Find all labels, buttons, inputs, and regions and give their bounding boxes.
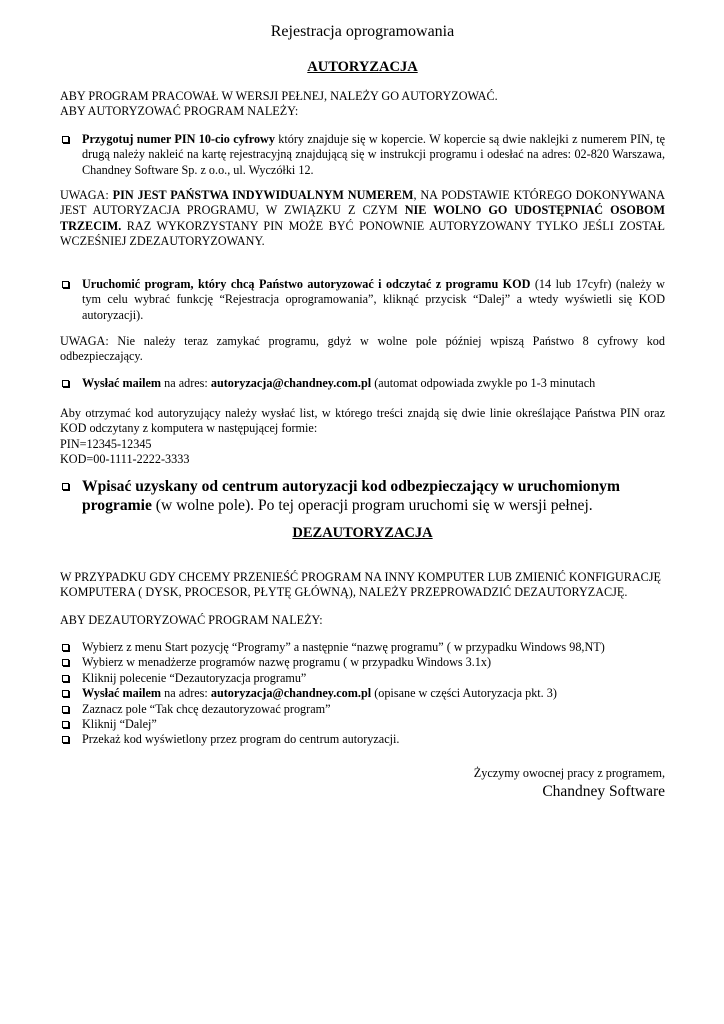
list-item-bold: Wysłać mailem: [82, 686, 162, 701]
list-item-tail: (opisane w części Autoryzacja pkt. 3): [371, 686, 557, 701]
checkbox-bullet-icon: [62, 690, 69, 697]
info-text: Aby otrzymać kod autoryzujący należy wysłać list, w którego treści znajdą się dwie linie określające Państwa PIN oraz KOD odczytany z komputera w następującej formie:: [60, 406, 665, 436]
checkbox-bullet-icon: [62, 721, 69, 728]
warning-1: [60, 188, 665, 250]
checkbox-bullet-icon: [62, 136, 69, 143]
section-heading-dezautoryzacja: DEZAUTORYZACJA: [292, 525, 433, 541]
intro-line-1: ABY PROGRAM PRACOWAŁ W WERSJI PEŁNEJ, NALEŻY GO AUTORYZOWAĆ.: [60, 89, 498, 103]
step-3-text: na adres:: [161, 376, 211, 390]
step-2-text: (14 lub 17cyfr) (należy w tym celu wybrać funkcję “Rejestracja oprogramowania”, kliknąć przycisk “Dalej” a wtedy wyświetli się KOD autoryzacji).: [82, 277, 665, 322]
list-item: [60, 640, 665, 655]
dezautoryzacja-intro: W PRZYPADKU GDY CHCEMY PRZENIEŚĆ PROGRAM NA INNY KOMPUTER LUB ZMIENIĆ KONFIGURACJĘ KOMPUTERA ( DYSK, PROCESOR, PŁYTĘ GŁÓWNĄ), NALEŻY PRZEPROWADZIĆ DEZAUTORYZACJĘ.: [60, 570, 661, 600]
dezautoryzacja-intro-2: ABY DEZAUTORYZOWAĆ PROGRAM NALEŻY:: [60, 613, 323, 627]
step-4: [60, 477, 665, 515]
list-item: [60, 702, 665, 717]
list-item-text: na adres:: [161, 686, 211, 701]
info-kod: KOD=00-1111-2222-3333: [60, 452, 190, 467]
step-3-tail: (automat odpowiada zwykle po 1-3 minutach: [371, 376, 596, 390]
autoryzacja-intro: [60, 89, 665, 120]
step-1-text: który znajduje się w kopercie. W kopercie są dwie naklejki z numerem PIN, tę drugą należy nakleić na kartę rejestracyjną znajdującą się w instrukcji programu i odesłać na adres: 02-820 Warszawa, Chandney Software Sp. z o.o., ul. Wyczółki 12.: [82, 132, 665, 177]
step-2-bold: Uruchomić program, który chcą Państwo autoryzować i odczytać z programu KOD: [82, 277, 531, 291]
step-3: [60, 376, 665, 391]
checkbox-bullet-icon: [62, 675, 69, 682]
checkbox-bullet-icon: [62, 706, 69, 713]
list-item: [60, 655, 665, 670]
step-4-text: (w wolne pole). Po tej operacji program uruchomi się w wersji pełnej.: [151, 497, 593, 514]
list-item-text: Wybierz w menadżerze programów nazwę programu ( w przypadku Windows 3.1x): [82, 655, 492, 670]
step-2: [60, 277, 665, 323]
closing-wish: Życzymy owocnej pracy z programem,: [473, 766, 665, 780]
info-pin: PIN=12345-12345: [60, 436, 152, 451]
list-item-text: Kliknij polecenie “Dezautoryzacja programu”: [82, 670, 307, 685]
section-heading-autoryzacja: AUTORYZACJA: [307, 59, 418, 75]
step-3-bold: Wysłać mailem: [82, 376, 162, 390]
list-item-text: Wybierz z menu Start pozycję “Programy” a następnie “nazwę programu” ( w przypadku Windows 98,NT): [82, 640, 605, 654]
info-block: [60, 406, 665, 468]
document-title: Rejestracja oprogramowania: [270, 23, 455, 40]
checkbox-bullet-icon: [62, 483, 69, 490]
warning-1-bold-a: PIN JEST PAŃSTWA INDYWIDUALNYM NUMEREM: [112, 188, 414, 202]
list-item-text: Przekaż kod wyświetlony przez program do centrum autoryzacji.: [82, 732, 400, 747]
list-item: [60, 717, 665, 732]
checkbox-bullet-icon: [62, 644, 69, 651]
step-4-bold: Wpisać uzyskany od centrum autoryzacji kod odbezpieczający w uruchomionym programie: [82, 478, 620, 514]
step-1: [60, 132, 665, 178]
warning-2: UWAGA: Nie należy teraz zamykać programu, gdyż w wolne pole później wpiszą Państwo 8 cyfrowy kod odbezpieczający.: [60, 334, 665, 364]
checkbox-bullet-icon: [62, 736, 69, 743]
warning-1-bold-b: NIE WOLNO GO UDOSTĘPNIAĆ OSOBOM TRZECIM.: [60, 203, 665, 233]
checkbox-bullet-icon: [62, 281, 69, 288]
list-item: [60, 686, 665, 701]
list-item: [60, 671, 665, 686]
checkbox-bullet-icon: [62, 380, 69, 387]
closing-company: Chandney Software: [542, 783, 665, 800]
step-1-bold: Przygotuj numer PIN 10-cio cyfrowy: [82, 132, 275, 146]
list-item: [60, 732, 665, 747]
email-link[interactable]: autoryzacja@chandney.com.pl: [210, 376, 372, 390]
checkbox-bullet-icon: [62, 659, 69, 666]
list-item-text: Kliknij “Dalej”: [82, 716, 157, 731]
dezautoryzacja-steps: [60, 640, 665, 748]
warning-1-text-a: , NA PODSTAWIE KTÓREGO DOKONYWANA JEST AUTORYZACJA PROGRAMU, W ZWIĄZKU Z CZYM: [60, 188, 665, 218]
intro-line-2: ABY AUTORYZOWAĆ PROGRAM NALEŻY:: [60, 104, 299, 119]
email-link[interactable]: autoryzacja@chandney.com.pl: [210, 686, 372, 701]
warning-1-label: UWAGA:: [60, 188, 113, 202]
list-item-text: Zaznacz pole “Tak chcę dezautoryzować program”: [82, 701, 331, 716]
warning-1-text-b: RAZ WYKORZYSTANY PIN MOŻE BYĆ PONOWNIE AUTORYZOWANY TYLKO JEŚLI ZOSTAŁ WCZEŚNIEJ ZDEZAUTORYZOWANY.: [60, 218, 665, 249]
